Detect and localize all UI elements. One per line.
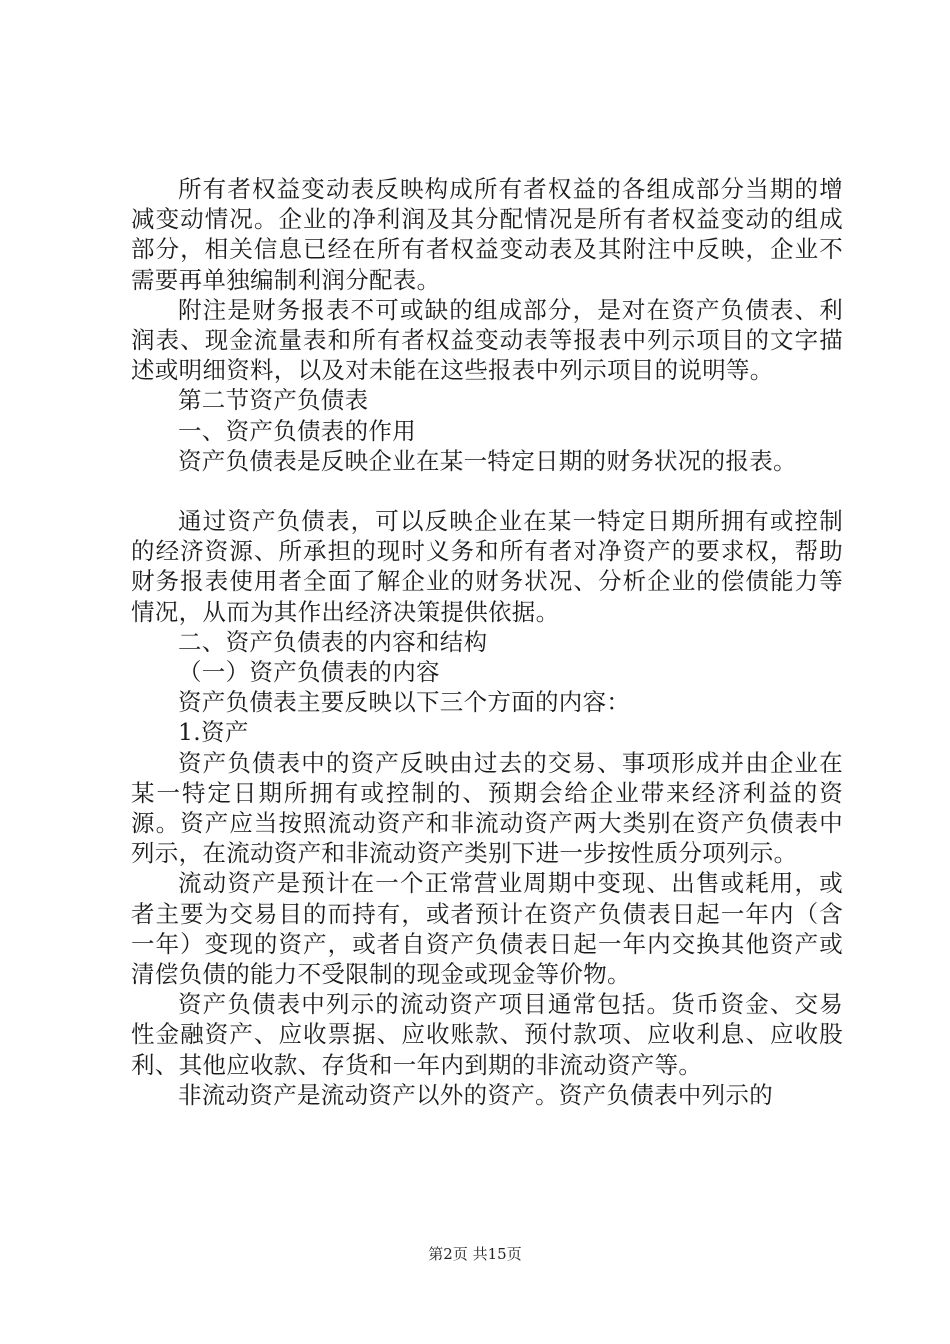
paragraph-three-aspects: 资产负债表主要反映以下三个方面的内容： (178, 688, 631, 717)
subsection-heading-content-structure: 二、资产负债表的内容和结构 (178, 627, 488, 656)
paragraph-notes: 附注是财务报表不可或缺的组成部分，是对在资产负债表、利润表、现金流量表和所有者权益变动表等报表中列示项目的文字描述或明细资料，以及对未能在这些报表中列示项目的说明等。 (131, 295, 843, 385)
paragraph-non-current-assets: 非流动资产是流动资产以外的资产。资产负债表中列示的 (178, 1080, 773, 1109)
page-footer: 第2页 共15页 (428, 1245, 522, 1263)
paragraph-equity-statement: 所有者权益变动表反映构成所有者权益的各组成部分当期的增减变动情况。企业的净利润及其分配情况是所有者权益变动的组成部分，相关信息已经在所有者权益变动表及其附注中反映，企业不需要再单独编制利润分配表。 (131, 175, 843, 294)
paragraph-assets: 资产负债表中的资产反映由过去的交易、事项形成并由企业在某一特定日期所拥有或控制的、预期会给企业带来经济利益的资源。资产应当按照流动资产和非流动资产两大类别在资产负债表中列示，在流动资产和非流动资产类别下进一步按性质分项列示。 (131, 748, 843, 868)
subsection-heading-content: （一）资产负债表的内容 (178, 658, 440, 687)
document-body (131, 174, 843, 1110)
paragraph-current-assets: 流动资产是预计在一个正常营业周期中变现、出售或耗用，或者主要为交易目的而持有，或者预计在资产负债表日起一年内（含一年）变现的资产，或者自资产负债表日起一年内交换其他资产或清偿负债的能力不受限制的现金或现金等价物。 (131, 869, 843, 989)
paragraph-balance-sheet-definition: 资产负债表是反映企业在某一特定日期的财务状况的报表。 (178, 446, 797, 475)
subsection-heading-purpose: 一、资产负债表的作用 (178, 416, 416, 445)
paragraph-balance-sheet-purpose: 通过资产负债表，可以反映企业在某一特定日期所拥有或控制的经济资源、所承担的现时义务和所有者对净资产的要求权，帮助财务报表使用者全面了解企业的财务状况、分析企业的偿债能力等情况，从而为其作出经济决策提供依据。 (131, 507, 843, 626)
section-heading: 第二节资产负债表 (178, 386, 369, 415)
item-heading-assets: 1.资产 (178, 718, 249, 747)
paragraph-current-asset-items: 资产负债表中列示的流动资产项目通常包括。货币资金、交易性金融资产、应收票据、应收账款、预付款项、应收利息、应收股利、其他应收款、存货和一年内到期的非流动资产等。 (131, 990, 843, 1079)
